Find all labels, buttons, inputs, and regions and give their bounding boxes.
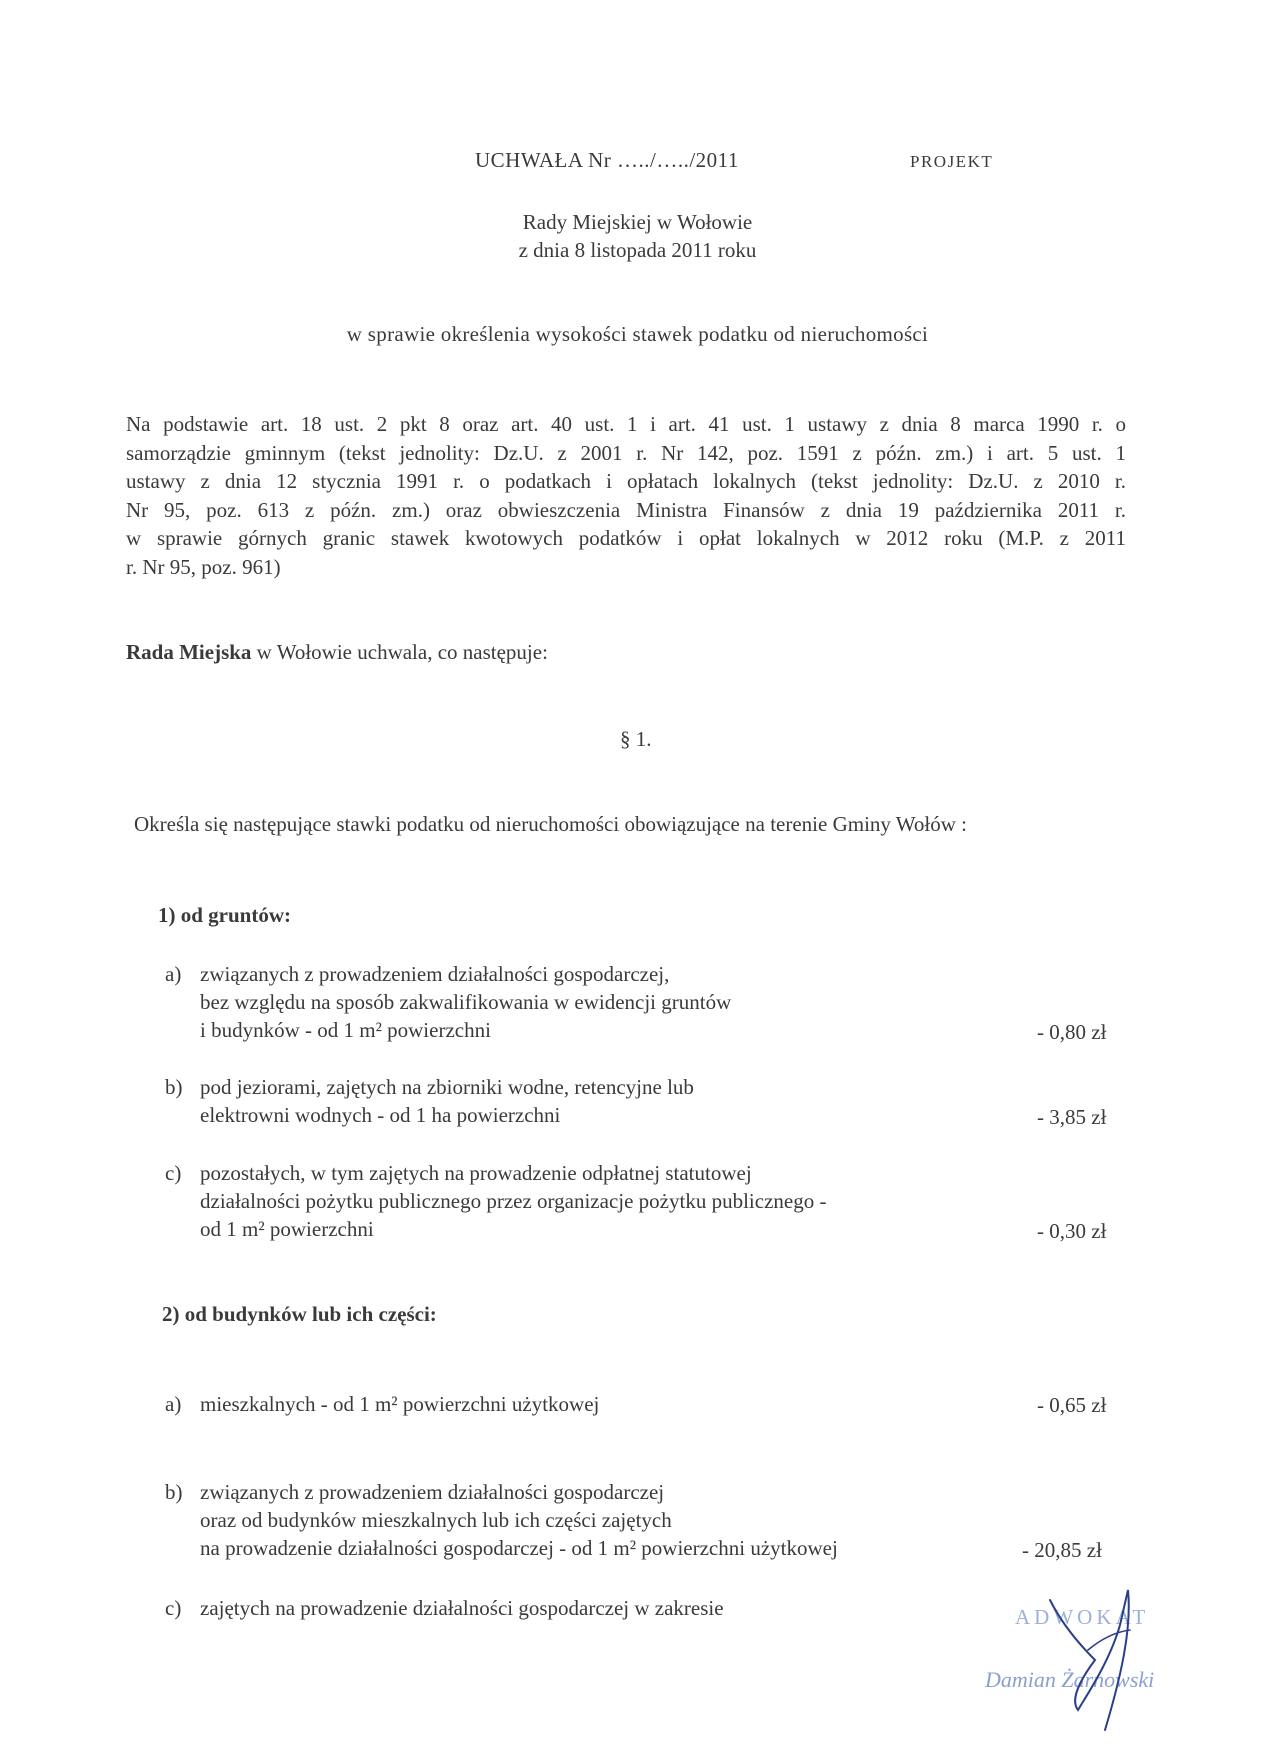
draft-label: PROJEKT <box>910 152 994 171</box>
attorney-stamp-label: ADWOKAT <box>1015 1605 1150 1629</box>
attorney-stamp-name: Damian Żarnowski <box>985 1667 1155 1692</box>
section-2-heading: 2) od budynków lub ich części: <box>162 1302 437 1326</box>
legal-basis-line: samorządzie gminnym (tekst jednolity: Dz.U. z 2001 r. Nr 142, poz. 1591 z późn. zm.) i art. 5 ust. 1 <box>126 440 1126 465</box>
item-letter: c) <box>165 1596 182 1620</box>
intro-sentence: Określa się następujące stawki podatku od nieruchomości obowiązujące na terenie Gminy Wołów : <box>134 812 968 836</box>
legal-basis-paragraph <box>126 410 1126 581</box>
date-line: z dnia 8 listopada 2011 roku <box>518 238 757 262</box>
item-line: od 1 m² powierzchni <box>200 1217 374 1241</box>
section-1-heading: 1) od gruntów: <box>158 903 292 927</box>
item-line: pozostałych, w tym zajętych na prowadzenie odpłatnej statutowej <box>200 1161 752 1185</box>
resolution-title: UCHWAŁA Nr …../…../2011 <box>475 148 739 172</box>
item-line: pod jeziorami, zajętych na zbiorniki wodne, retencyjne lub <box>200 1075 694 1099</box>
item-letter: c) <box>165 1161 182 1185</box>
item-line: na prowadzenie działalności gospodarczej - od 1 m² powierzchni użytkowej <box>200 1536 838 1560</box>
item-letter: a) <box>165 1392 182 1416</box>
resolution-rest: w Wołowie uchwala, co następuje: <box>251 640 548 664</box>
item-letter: b) <box>165 1075 183 1099</box>
item-line: elektrowni wodnych - od 1 ha powierzchni <box>200 1103 561 1127</box>
item-line: związanych z prowadzeniem działalności gospodarczej, <box>200 962 670 986</box>
rate-amount: - 20,85 zł <box>1022 1538 1102 1562</box>
item-line: zajętych na prowadzenie działalności gospodarczej w zakresie <box>200 1596 724 1620</box>
legal-basis-line: r. Nr 95, poz. 961) <box>126 554 281 579</box>
rate-amount: - 0,65 zł <box>1037 1393 1107 1417</box>
resolution-statement <box>126 640 548 665</box>
legal-basis-line: Nr 95, poz. 613 z późn. zm.) oraz obwieszczenia Ministra Finansów z dnia 19 października 2011 r. <box>126 497 1126 522</box>
item-line: bez względu na sposób zakwalifikowania w ewidencji gruntów <box>200 990 732 1014</box>
legal-basis-line: Na podstawie art. 18 ust. 2 pkt 8 oraz art. 40 ust. 1 i art. 41 ust. 1 ustawy z dnia 8 marca 1990 r. o <box>126 412 1126 436</box>
rate-amount: - 3,85 zł <box>1037 1105 1107 1129</box>
item-line: związanych z prowadzeniem działalności gospodarczej <box>200 1480 665 1504</box>
rate-amount: - 0,30 zł <box>1037 1219 1107 1243</box>
legal-basis-line: ustawy z dnia 12 stycznia 1991 r. o podatkach i opłatach lokalnych (tekst jednolity: Dz.U. z 2010 r. <box>126 469 1126 493</box>
subject-line: w sprawie określenia wysokości stawek podatku od nieruchomości <box>346 322 929 346</box>
section-mark: § 1. <box>620 727 652 751</box>
issuer-line: Rady Miejskiej w Wołowie <box>522 210 753 234</box>
item-line: mieszkalnych - od 1 m² powierzchni użytkowej <box>200 1392 600 1416</box>
handwritten-signature <box>1020 1570 1180 1740</box>
item-line: oraz od budynków mieszkalnych lub ich części zajętych <box>200 1508 672 1532</box>
item-line: i budynków - od 1 m² powierzchni <box>200 1018 491 1042</box>
item-line: działalności pożytku publicznego przez organizacje pożytku publicznego - <box>200 1189 827 1213</box>
item-letter: b) <box>165 1480 183 1504</box>
council-name: Rada Miejska <box>126 640 252 664</box>
item-letter: a) <box>165 962 182 986</box>
rate-amount: - 0,80 zł <box>1037 1020 1107 1044</box>
legal-basis-line: w sprawie górnych granic stawek kwotowych podatków i opłat lokalnych w 2012 roku (M.P. z 2011 <box>126 526 1126 550</box>
